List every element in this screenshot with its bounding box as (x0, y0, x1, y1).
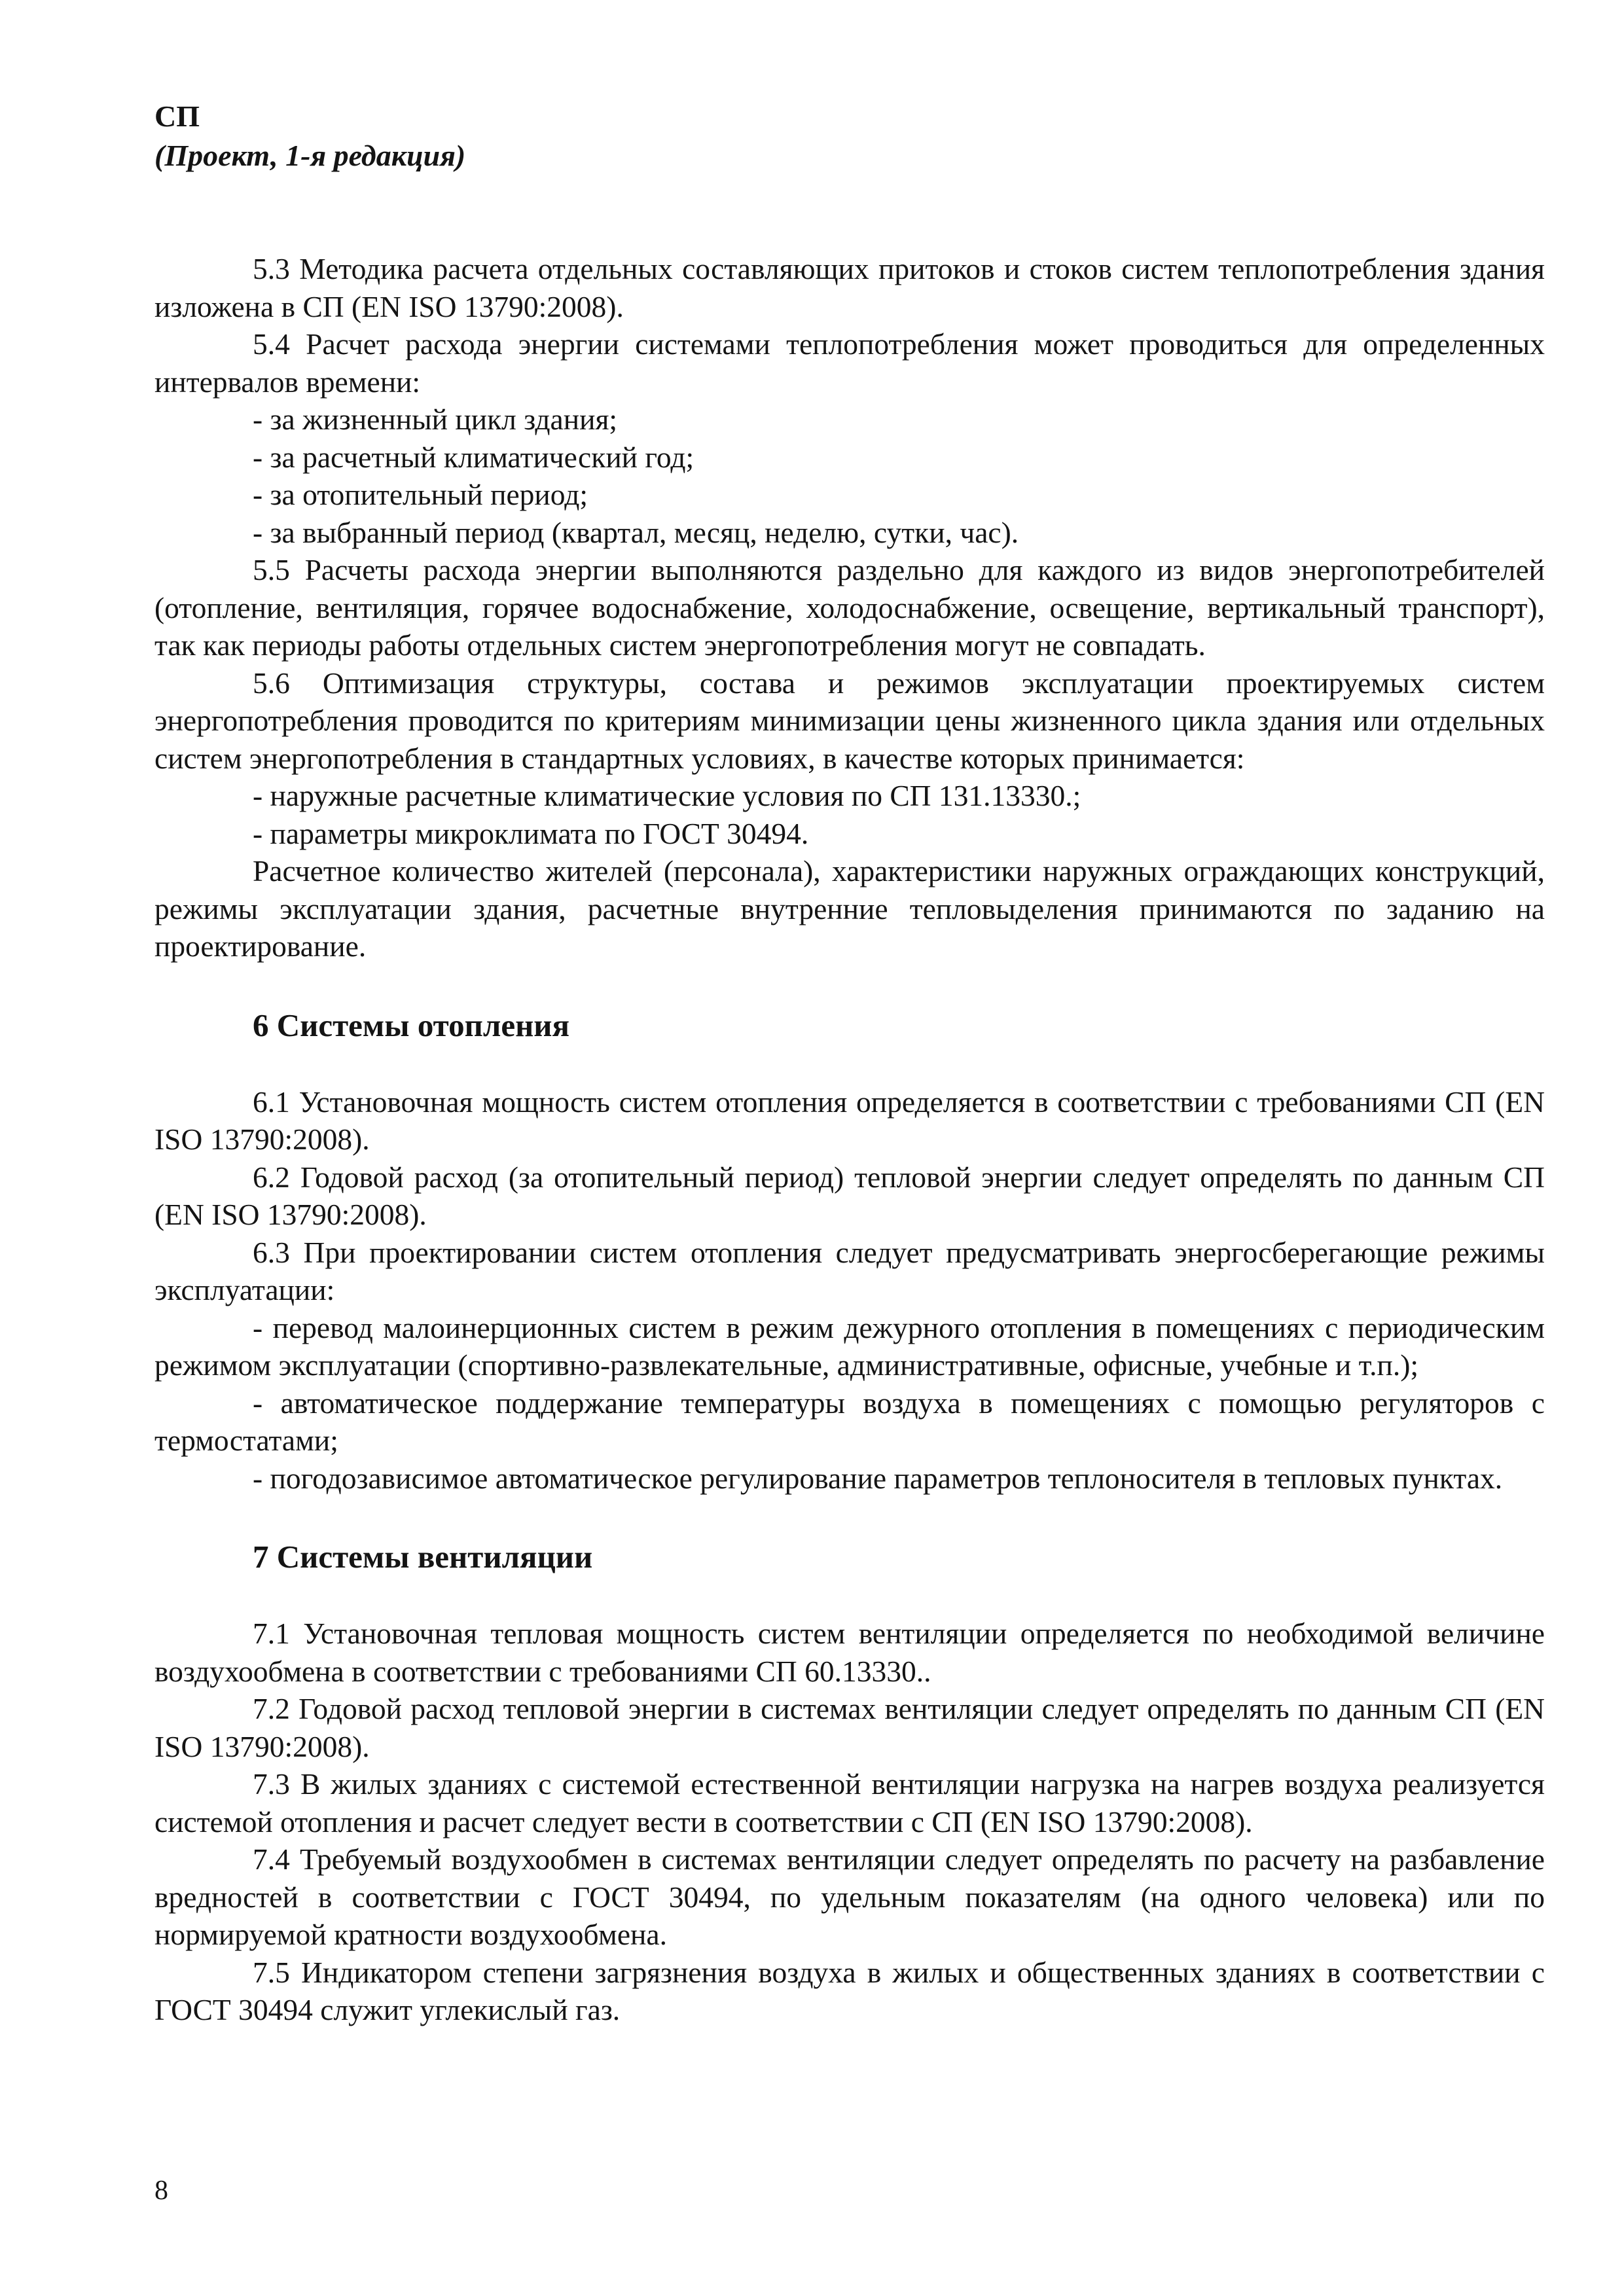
section-heading-6: 6 Системы отопления (253, 1007, 570, 1043)
list-item: - за отопительный период; (253, 478, 588, 511)
document-body (154, 250, 1545, 2029)
paragraph-7-5: 7.5 Индикатором степени загрязнения воздуха в жилых и общественных зданиях в соответствии с ГОСТ 30494 служит углекислый газ. (154, 1955, 1545, 2026)
list-item: - погодозависимое автоматическое регулирование параметров теплоносителя в тепловых пунктах. (253, 1461, 1503, 1495)
paragraph-5-6-tail: Расчетное количество жителей (персонала), характеристики наружных ограждающих конструкций, режимы эксплуатации здания, расчетные внутренние тепловыделения принимаются по заданию на проектирование. (154, 854, 1545, 963)
paragraph-6-3: 6.3 При проектировании систем отопления следует предусматривать энергосберегающие режимы эксплуатации: (154, 1235, 1545, 1306)
list-item: - параметры микроклимата по ГОСТ 30494. (253, 816, 809, 850)
list-item: - перевод малоинерционных систем в режим дежурного отопления в помещениях с периодическим режимом эксплуатации (спортивно-развлекательные, административные, офисные, учебные и т.п.); (154, 1310, 1545, 1382)
paragraph-7-3: 7.3 В жилых зданиях с системой естественной вентиляции нагрузка на нагрев воздуха реализуется системой отопления и расчет следует вести в соответствии с СП (EN ISO 13790:2008). (154, 1767, 1545, 1839)
section-heading-7: 7 Системы вентиляции (253, 1539, 593, 1575)
paragraph-6-2: 6.2 Годовой расход (за отопительный период) тепловой энергии следует определять по данным СП (EN ISO 13790:2008). (154, 1160, 1545, 1231)
list-item: - за расчетный климатический год; (253, 440, 695, 474)
paragraph-5-3: 5.3 Методика расчета отдельных составляющих притоков и стоков систем теплопотребления здания изложена в СП (EN ISO 13790:2008). (154, 252, 1545, 323)
list-item: - наружные расчетные климатические условия по СП 131.13330.; (253, 779, 1081, 812)
list-item: - за жизненный цикл здания; (253, 403, 618, 436)
document-edition: (Проект, 1-я редакция) (154, 139, 466, 172)
paragraph-5-5: 5.5 Расчеты расхода энергии выполняются раздельно для каждого из видов энергопотребителей (отопление, вентиляция, горячее водоснабжение, холодоснабжение, освещение, вертикальный транспорт), так как периоды работы отдельных систем энергопотребления могут не совпадать. (154, 553, 1545, 662)
document-code: СП (154, 99, 200, 133)
paragraph-6-1: 6.1 Установочная мощность систем отопления определяется в соответствии с требованиями СП (EN ISO 13790:2008). (154, 1085, 1545, 1156)
paragraph-7-4: 7.4 Требуемый воздухообмен в системах вентиляции следует определять по расчету на разбавление вредностей в соответствии с ГОСТ 30494, по удельным показателям (на одного человека) или по нормируемой кратности воздухообмена. (154, 1842, 1545, 1951)
paragraph-7-2: 7.2 Годовой расход тепловой энергии в системах вентиляции следует определять по данным СП (EN ISO 13790:2008). (154, 1692, 1545, 1763)
paragraph-5-6: 5.6 Оптимизация структуры, состава и режимов эксплуатации проектируемых систем энергопотребления проводится по критериям минимизации цены жизненного цикла здания или отдельных систем энергопотребления в стандартных условиях, в качестве которых принимается: (154, 666, 1545, 775)
paragraph-7-1: 7.1 Установочная тепловая мощность систем вентиляции определяется по необходимой величине воздухообмена в соответствии с требованиями СП 60.13330.. (154, 1617, 1545, 1688)
list-item: - автоматическое поддержание температуры воздуха в помещениях с помощью регуляторов с термостатами; (154, 1386, 1545, 1457)
paragraph-5-4: 5.4 Расчет расхода энергии системами теплопотребления может проводиться для определенных интервалов времени: (154, 327, 1545, 399)
list-item: - за выбранный период (квартал, месяц, неделю, сутки, час). (253, 515, 1019, 549)
page-number: 8 (154, 2176, 168, 2206)
